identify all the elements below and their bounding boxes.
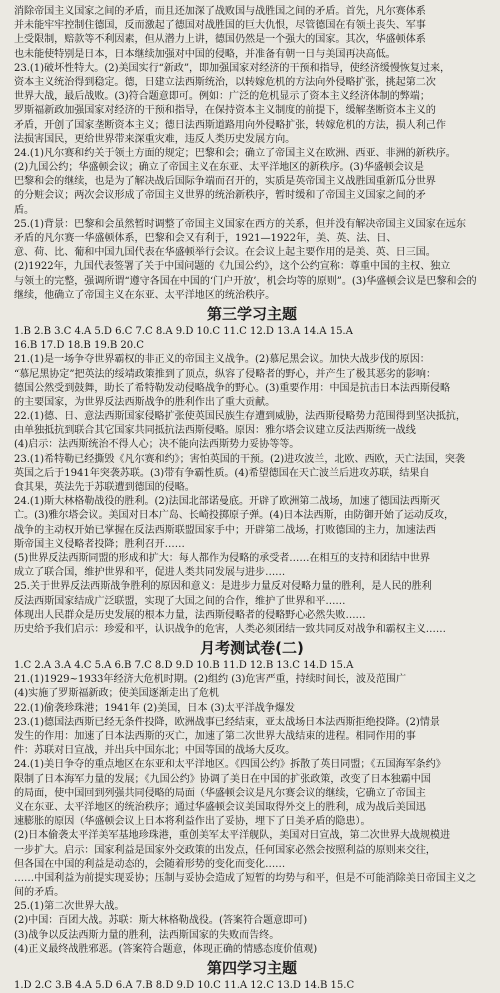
answer-line: (4)正义最终战胜邪恶。(答案符合题意，体现正确的情感态度价值观) [14, 943, 318, 955]
answer-line: 并未能牢牢控制住德国，反而激起了德国对战胜国的巨大仇恨，尽管德国在有领土丧失、军事 [14, 20, 426, 32]
answer-line: 22.(1)德、日、意法西斯国家侵略扩张使英国民族生存遭到威胁，法西斯侵略势力范围得到坚决抵抗， [14, 411, 466, 423]
answer-line: 世界大战，最后战败。(3)符合题意即可。例如：广泛的危机显示了资本主义经济体制的弊端； [14, 91, 430, 103]
answer-line: 法损害国民，更给世界带来深重灾难，违反人类历史发展方向。 [14, 133, 296, 145]
answer-line: 速膨胀的原因（华盛顿会议上日本将利益作出了妥协，埋下了日美矛盾的隐患）。 [14, 816, 371, 828]
answer-line: 巴黎和会的继续，也是为了解决战后国际争端而召开的，实质是英帝国主义战胜国重新瓜分世界 [14, 176, 436, 188]
answer-line: (2)中国：百团大战。苏联：斯大林格勒战役。(答案符合题意即可) [14, 915, 308, 927]
answer-line: 23.(1)德国法西斯已经无条件投降，欧洲战事已经结束，亚太战场日本法西斯拒绝投降。(2)情景 [14, 716, 440, 728]
partial-answer-line: 1.D 2.C 3.B 4.A 5.D 6.A 7.B 8.D 9.D 10.C 11.A 12.C 13.D 14.B 15.C [14, 980, 355, 991]
answer-block-topic-3 [14, 325, 490, 637]
answer-line: 盾。 [14, 204, 35, 216]
section-heading-topic-3: 第三学习主题 [206, 304, 297, 323]
answer-line: 25.(1)第二次世界大战。 [14, 901, 125, 913]
answer-line: 件：苏联对日宣战，并出兵中国东北；中国等国的战场大反攻。 [14, 745, 296, 757]
answer-line: 的局面，使中国回到列强共同侵略的局面（华盛顿会议是凡尔赛会议的继续，它确立了帝国主 [14, 787, 426, 799]
answer-line: 也未能使特别是日本，日本继续加强对中国的侵略，并准备有朝一日与美国再决高低。 [14, 48, 396, 60]
answer-line: 反法西斯国家结成广泛联盟，实现了大国之间的合作，维护了世界和平…… [14, 595, 346, 607]
answer-line: 意、荷、比、葡和中国九国代表在华盛顿举行会议。在会议上起主要作用的是美、英、日三国。 [14, 247, 436, 259]
answer-line: 25.关于世界反法西斯战争胜利的原因和意义：是进步力量反对侵略力量的胜利，是人民的胜利 [14, 581, 432, 593]
answer-line: 矛盾的凡尔赛一华盛顿体系，巴黎和会又有利于，1921—1922年，美、英、法、日、 [14, 233, 397, 244]
answer-line: 的主要国家，为世界反法西斯战争的胜利作出了重大贡献。 [14, 396, 276, 408]
answer-line: 战争的主动权开始已掌握在反法西斯联盟国家手中；开辟第二战场，打败德国的主力，加速法西 [14, 524, 436, 536]
answer-line: 斯帝国主义侵略者投降；胜利召开…… [14, 538, 185, 550]
answer-line: (2)日本偷袭太平洋美军基地珍珠港，重创美军太平洋舰队，美国对日宣战，第二次世界大战规模进 [14, 830, 450, 842]
answer-line: 罗斯福新政加强国家对经济的干预和指导，在保持资本主义制度的前提下，缓解垄断资本主义的 [14, 105, 436, 117]
answer-line: 义在东亚、太平洋地区的统治秩序；通过华盛顿会议美国取得外交上的胜利，成为战后美国迅 [14, 801, 426, 813]
answer-block-topic-2 [14, 5, 490, 303]
answer-line: 上受限制，赔款等不利因素，但从潜力上讲，德国仍然是一个强大的国家。其次，华盛顿体系 [14, 34, 426, 46]
answer-line: 发生的作用：加速了日本法西斯的灭亡，加速了第二次世界大战结束的进程。相同作用的事 [14, 731, 416, 742]
answer-line: 1.B 2.B 3.C 4.A 5.D 6.C 7.C 8.A 9.D 10.C 11.C 12.D 13.A 14.A 15.A [14, 325, 353, 337]
answer-line: 由单独抵抗到联合其它国家共同抵抗法西斯侵略。原因：雅尔塔会议建立反法西斯统一战线 [14, 425, 416, 437]
answer-line: 24.(1)美日争夺的重点地区在东亚和太平洋地区。《四国公约》拆散了英日同盟；《五国海军条约》 [14, 759, 446, 771]
answer-line: 1.C 2.A 3.A 4.C 5.A 6.B 7.C 8.D 9.D 10.B 11.D 12.B 13.C 14.D 15.A [14, 660, 354, 672]
answer-line: ……中国利益为前提实现妥协；压制与妥协会造成了短暂的均势与和平，但是不可能消除美日帝国主义之 [14, 872, 477, 884]
answer-line: 但各国在中国的利益是动态的，会随着形势的变化而变化…… [14, 858, 286, 870]
answer-line: 21.(1)是一场争夺世界霸权的非正义的帝国主义战争。(2)慕尼黑会议。加快大战步伐的原因： [14, 354, 430, 366]
answer-line: 22.(1)偷袭珍珠港；1941年 (2)美国，日本 (3)太平洋战争爆发 [14, 702, 295, 714]
answer-line: 资本主义统治得到稳定。德，日建立法西斯统治，以转嫁危机的方法向外侵略扩张，挑起第二次 [14, 76, 436, 88]
answer-line: “慕尼黑协定”把英法的绥靖政策推到了顶点，纵容了侵略者的野心，并产生了极其恶劣的影响： [14, 368, 437, 380]
answer-line: 与领土的完整，强调所谓“遵守各国在中国的‘门户开放’，机会均等的原则”。(3)华盛顿会议是巴黎和会的 [14, 275, 477, 287]
answer-line: 16.B 17.D 18.B 19.B 20.C [14, 340, 144, 352]
answer-line: (2)1922年，九国代表签署了关于中国问题的《九国公约》，这个公约宣称：尊重中国的主权、独立 [14, 261, 451, 273]
answer-line: 历史给予我们启示：珍爱和平，认识战争的危害，人类必须团结一致共同反对战争和霸权主义…… [14, 623, 446, 635]
answer-line: 一步扩大。启示：国家利益是国家外交政策的出发点，任何国家必然会按照利益的原则来交往， [14, 844, 436, 856]
answer-line: 间的矛盾。 [14, 887, 65, 899]
answer-line: 23.(1)破坏性特大。(2)美国实行“新政”，即加强国家对经济的干预和指导，使经济缓慢恢复过来， [14, 62, 451, 74]
answer-line: 食其果，英法先于苏联遭到德国的侵略。 [14, 482, 195, 493]
answer-line: 体现出人民群众是历史发展的根本力量，法西斯侵略者的侵略野心必然失败…… [14, 609, 366, 621]
answer-line: 的分赃会议；两次会议形成了帝国主义世界的统治新秩序，暂时缓和了帝国主义国家之间的矛 [14, 190, 426, 202]
section-heading-monthly-test-2: 月考测试卷(二) [200, 639, 304, 658]
answer-line: 21.(1)1929~1933年经济大危机时期。(2)组约 (3)危害严重，持续时间长，波及范围广 [14, 674, 407, 686]
answer-line: 消除帝国主义国家之间的矛盾，而且还加深了战败国与战胜国之间的矛盾。首先，凡尔赛体系 [14, 6, 426, 17]
section-heading-topic-4: 第四学习主题 [206, 959, 297, 977]
answer-line: 限制了日本海军力量的发展；《九国公约》协调了美日在中国的扩张政策，改变了日本独霸中国 [14, 773, 431, 785]
answer-line: 25.(1)背景：巴黎和会虽然暂时调整了帝国主义国家在西方的关系，但并没有解决帝国主义国家在远东 [14, 218, 466, 230]
answer-line: 亡。(3)雅尔塔会议。美国对日本广岛、长崎投掷原子弹。(4)日本法西斯，由防御开始了运动反攻， [14, 510, 455, 522]
answer-line: 继续，他确立了帝国主义在东亚、太平洋地区的统治秩序。 [14, 289, 276, 301]
answer-line: (2)九国公约；华盛顿会议；确立了帝国主义在东亚、太平洋地区的新秩序。(3)华盛顿会议是 [14, 162, 424, 174]
answer-line: (5)世界反法西斯同盟的形成和扩大：每人都作为侵略的承受者……在相互的支持和团结中世界 [14, 552, 430, 564]
answer-line: 24.(1)斯大林格勒战役的胜利。(2)法国北部诺曼底。开辟了欧洲第二战场，加速了德国法西斯灭 [14, 496, 440, 508]
answer-line: 24.(1)凡尔赛和约关于领土方面的规定；巴黎和会；确立了帝国主义在欧洲、西亚、非洲的新秩序。 [14, 147, 456, 159]
answer-line: 矛盾，开创了国家垄断资本主义；德日法西斯道路用向外侵略扩张，转嫁危机的方法，损人利己作 [14, 119, 446, 131]
answer-block-monthly-test [14, 659, 490, 957]
answer-line: 英国之后于1941年突袭苏联。(3)带有争霸性质。(4)希望德国在天亡波兰后进攻苏联，结果自 [14, 467, 430, 479]
answer-line: (3)战争以反法西斯力量的胜利，法西斯国家的失败而告终。 [14, 929, 280, 941]
answer-line: 成立了联合国，维护世界和平，促进人类共同发展与进步…… [14, 567, 286, 579]
answer-line: (4)启示：法西斯统治不得人心；决不能向法西斯势力妥协等等。 [14, 439, 300, 451]
answer-line: 德国公然受到鼓舞，助长了希特勒发动侵略战争的野心。(3)重要作用：中国是抗击日本法西斯侵略 [14, 382, 450, 394]
answer-line: (4)实施了罗斯福新政；使美国逐渐走出了危机 [14, 688, 219, 700]
answer-line: 23.(1)希特勒已经撕毁《凡尔赛和约》；害怕英国的干预。(2)进攻波兰，北欧、西欧，天亡法国，突袭 [14, 453, 465, 465]
